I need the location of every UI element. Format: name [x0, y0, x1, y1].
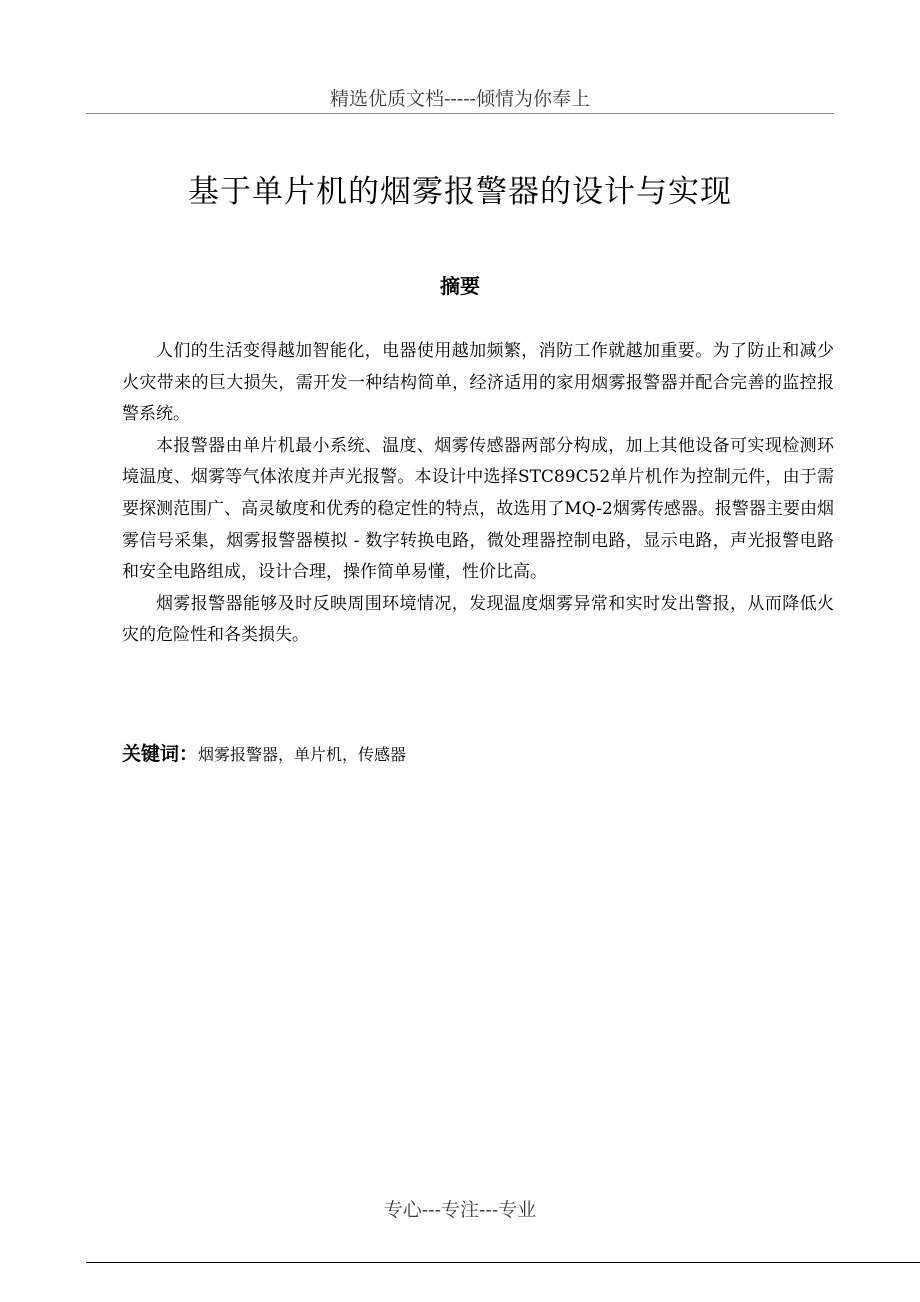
abstract-paragraph-3: 烟雾报警器能够及时反映周围环境情况，发现温度烟雾异常和实时发出警报，从而降低火灾的危险性和各类损失。: [122, 593, 834, 646]
page-footer: 专心---专注---专业: [383, 1199, 537, 1221]
keywords-label: 关键词：: [122, 743, 199, 765]
page-header: 精选优质文档-----倾情为你奉上: [329, 88, 591, 110]
keywords-value: 烟雾报警器，单片机，传感器: [198, 745, 407, 764]
footer-divider: [86, 1262, 920, 1263]
abstract-paragraph-1: 人们的生活变得越加智能化，电器使用越加频繁，消防工作就越加重要。为了防止和减少火灾带来的巨大损失，需开发一种结构简单，经济适用的家用烟雾报警器并配合完善的监控报警系统。: [122, 341, 834, 425]
abstract-paragraph-2: 本报警器由单片机最小系统、温度、烟雾传感器两部分构成，加上其他设备可实现检测环境温度、烟雾等气体浓度并声光报警。本设计中选择STC89C52单片机作为控制元件，由于需要探测范围广、高灵敏度和优秀的稳定性的特点，故选用了MQ-2烟雾传感器。报警器主要由烟雾信号采集，烟雾报警器模拟 - 数字转换电路，微处理器控制电路，显示电路，声光报警电路和安全电路组成，设计合理，操作简单易懂，性价比高。: [122, 435, 834, 583]
keywords-line: [122, 740, 834, 769]
header-divider: [86, 113, 834, 114]
document-title: 基于单片机的烟雾报警器的设计与实现: [188, 174, 732, 210]
abstract-body: [122, 336, 834, 652]
abstract-heading: 摘要: [440, 274, 480, 298]
